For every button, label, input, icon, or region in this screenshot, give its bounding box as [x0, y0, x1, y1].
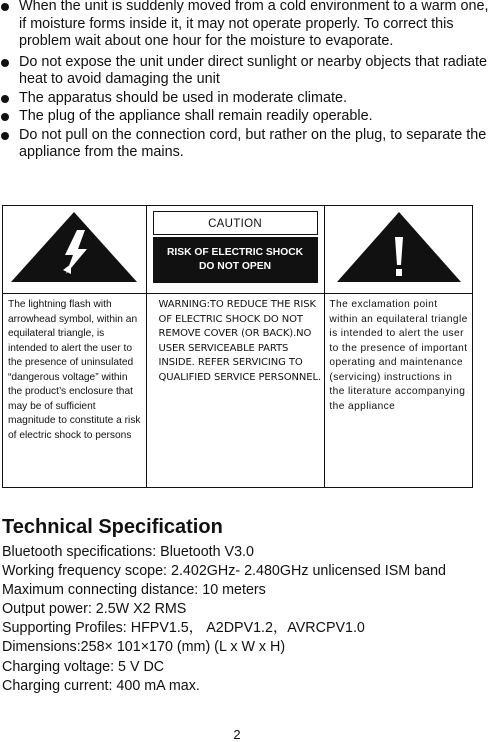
spec-line: Supporting Profiles: HFPV1.5， A2DPV1.2，AVRCPV1.0: [2, 620, 365, 637]
bullet-item: [0, 90, 489, 108]
exclamation-explanation-cell: [325, 294, 473, 488]
lightning-explanation-cell: [3, 294, 147, 488]
bullet-dot: [1, 3, 9, 11]
bullet-text: The plug of the appliance shall remain readily operable.: [19, 108, 373, 124]
bullet-text: The apparatus should be used in moderate climate.: [19, 89, 347, 106]
bullet-dot: [1, 95, 9, 103]
lightning-symbol-cell: [3, 206, 147, 294]
spec-line: Maximum connecting distance: 10 meters: [2, 582, 266, 599]
bullet-text: Do not expose the unit under direct sunlight or nearby objects that radiate heat to avoid damaging the unit: [19, 53, 487, 87]
bullet-text: Do not pull on the connection cord, but rather on the plug, to separate the appliance from the mains.: [19, 126, 487, 160]
spec-line: Charging current: 400 mA max.: [2, 677, 200, 694]
caution-label: [153, 211, 318, 283]
bullet-item: [0, 127, 489, 162]
bullet-item: [0, 108, 489, 126]
exclamation-triangle-icon: [325, 206, 471, 288]
caution-label-cell: [146, 206, 325, 294]
exclamation-symbol-cell: [325, 206, 473, 294]
bullet-item: [0, 0, 489, 51]
bullet-text: When the unit is suddenly moved from a cold environment to a warm one, if moisture forms inside it, it may not operate properly. To correct this problem wait about one hour for the moisture to evaporate.: [19, 0, 489, 49]
bullet-dot: [1, 132, 9, 140]
spec-line: Charging voltage: 5 V DC: [2, 658, 165, 675]
exclamation-explanation: The exclamation point within an equilateral triangle is intended to alert the user to the presence of important operating and maintenance (servicing) instructions in the literature accompanying the appliance: [329, 299, 468, 412]
spec-line: Output power: 2.5W X2 RMS: [2, 601, 187, 618]
spec-line: Dimensions:258× 101×170 (mm) (L x W x H): [2, 639, 286, 656]
page-number: 2: [233, 727, 241, 742]
bullet-dot: [1, 59, 9, 67]
warning-text: WARNING:TO REDUCE THE RISK OF ELECTRIC SHOCK DO NOT REMOVE COVER (OR BACK).NO USER SERVICEABLE PARTS INSIDE. REFER SERVICING TO QUALIFIED SERVICE PERSONNEL.: [158, 299, 322, 383]
spec-line: Bluetooth specifications: Bluetooth V3.0: [2, 544, 254, 560]
caution-title: CAUTION: [153, 211, 318, 235]
bullet-item: [0, 54, 489, 89]
spec-line: Working frequency scope: 2.402GHz- 2.480GHz unlicensed ISM band: [2, 563, 446, 580]
spec-list: [2, 543, 446, 696]
spec-heading: Technical Specification: [2, 516, 223, 538]
caution-line-2: DO NOT OPEN: [198, 261, 272, 272]
caution-warning: [153, 237, 318, 283]
bullet-dot: [1, 113, 9, 121]
safety-symbols-table: [2, 205, 473, 488]
lightning-explanation: The lightning flash with arrowhead symbol, within an equilateral triangle, is intended to alert the user to the presence of uninsulated “dangerous voltage” within the product’s enclosure that may be of sufficient magnitude to constitute a risk of electric shock to persons: [8, 299, 141, 441]
lightning-triangle-icon: [3, 206, 145, 288]
caution-line-1: RISK OF ELECTRIC SHOCK: [166, 247, 304, 258]
warning-text-cell: [146, 294, 325, 488]
safety-bullet-list: [0, 0, 489, 163]
